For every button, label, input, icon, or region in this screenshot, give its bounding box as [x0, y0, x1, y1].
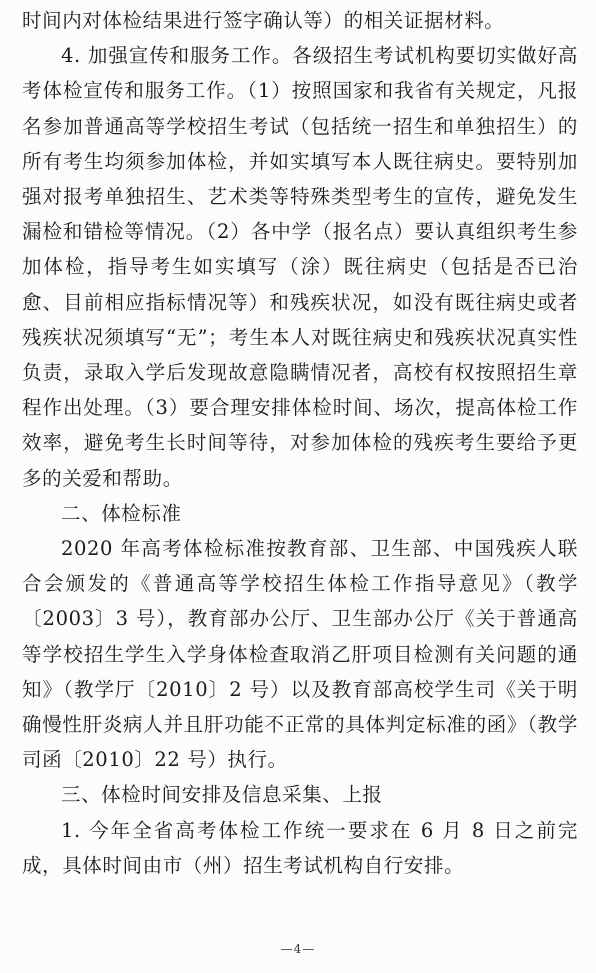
section-heading-standards: 二、体检标准 — [61, 501, 182, 525]
paragraph-continuation: 时间内对体检结果进行签字确认等）的相关证据材料。 — [22, 9, 505, 32]
document-body — [22, 3, 578, 883]
section-heading-schedule: 三、体检时间安排及信息采集、上报 — [61, 783, 383, 807]
paragraph-standards: 2020 年高考体检标准按教育部、卫生部、中国残疾人联合会颁发的《普通高等学校招生体检工作指导意见》（教学〔2003〕3 号），教育部办公厅、卫生部办公厅《关于普通高等学校招生学生入学身体检查取消乙肝项目检测有关问题的通知》（教学厅〔2010〕2 号）以及教育部高校学生司《关于明确慢性肝炎病人并且肝功能不正常的具体判定标准的函》（教学司函〔2010〕22 号）执行。 — [22, 537, 578, 772]
page-number: —4— — [280, 942, 316, 956]
paragraph-publicity-service: 4. 加强宣传和服务工作。各级招生考试机构要切实做好高考体检宣传和服务工作。（1）按照国家和我省有关规定，凡报名参加普通高等学校招生考试（包括统一招生和单独招生）的所有考生均须参加体检，并如实填写本人既往病史。要特别加强对报考单独招生、艺术类等特殊类型考生的宣传，避免发生漏检和错检等情况。（2）各中学（报名点）要认真组织考生参加体检，指导考生如实填写（涂）既往病史（包括是否已治愈、目前相应指标情况等）和残疾状况，如没有既往病史或者残疾状况须填写“无”；考生本人对既往病史和残疾状况真实性负责，录取入学后发现故意隐瞒情况者，高校有权按照招生章程作出处理。（3）要合理安排体检时间、场次，提高体检工作效率，避免考生长时间等待，对参加体检的残疾考生要给予更多的关爱和帮助。 — [22, 44, 578, 490]
paragraph-schedule: 1. 今年全省高考体检工作统一要求在 6 月 8 日之前完成，具体时间由市（州）招生考试机构自行安排。 — [22, 818, 578, 877]
